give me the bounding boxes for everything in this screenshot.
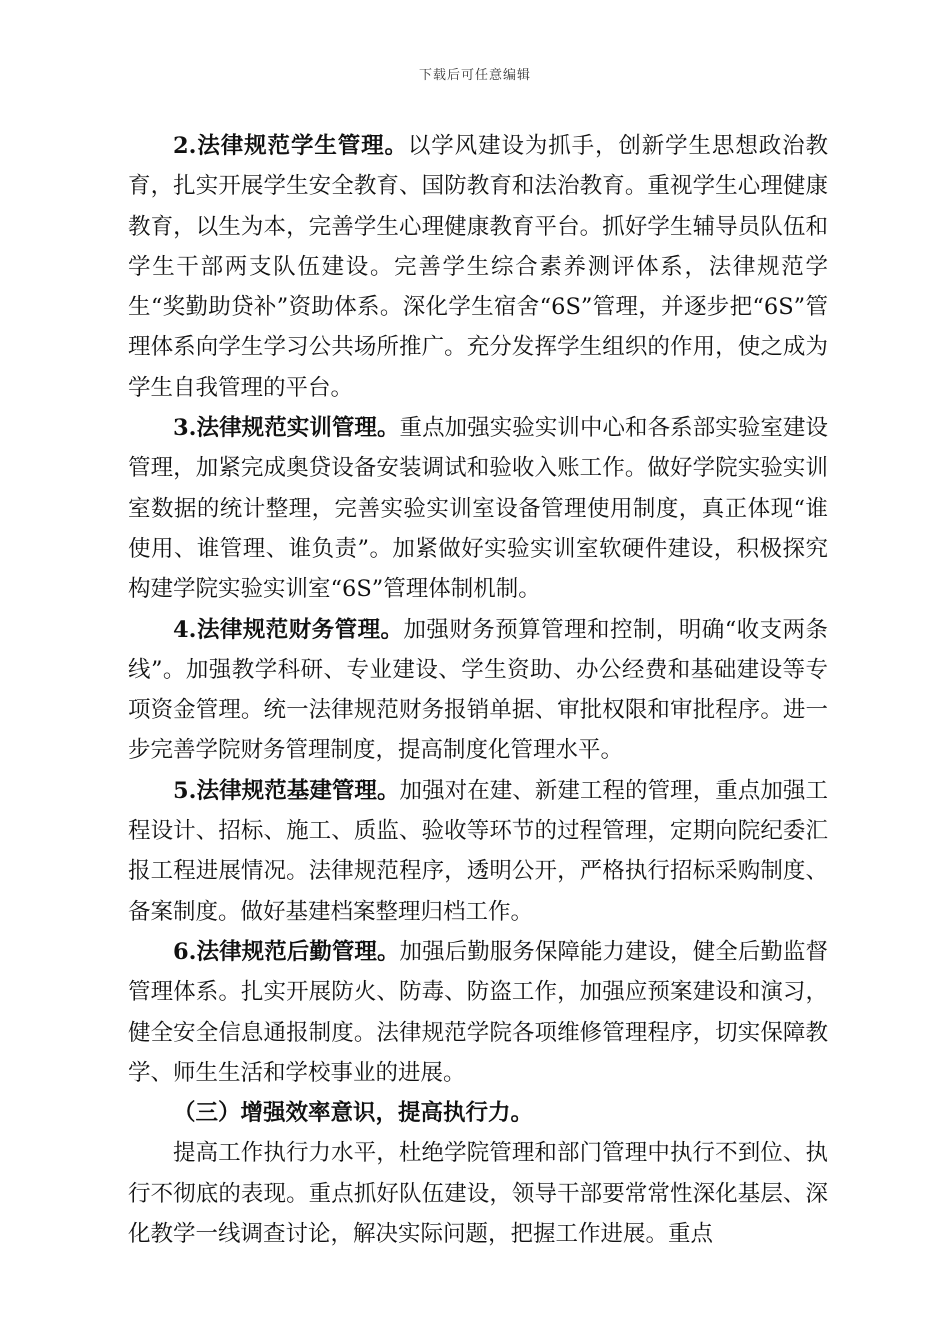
- paragraph-text: 加强后勤服务保障能力建设，健全后勤监督管理体系。扎实开展防火、防毒、防盗工作，加强应预案建设和演习，健全安全信息通报制度。法律规范学院各项维修管理程序，切实保障教学、师生生活和学校事业的进展。: [128, 938, 828, 1086]
- paragraph-title: 法律规范学生管理。: [196, 133, 408, 159]
- document-body: [128, 126, 828, 1254]
- paragraph-logistics-management: [128, 932, 828, 1093]
- paragraph-text: 加强财务预算管理和控制，明确“收支两条线”。加强教学科研、专业建设、学生资助、办公经费和基础建设等专项资金管理。统一法律规范财务报销单据、审批权限和审批程序。进一步完善学院财务管理制度，提高制度化管理水平。: [128, 616, 828, 764]
- paragraph-title: 法律规范后勤管理。: [196, 938, 400, 965]
- paragraph-student-management: [128, 126, 828, 408]
- paragraph-number: 5.: [173, 777, 197, 804]
- paragraph-title: 法律规范基建管理。: [196, 777, 400, 804]
- paragraph-text: 重点加强实验实训中心和各系部实验室建设管理，加紧完成奥贷设备安装调试和验收入账工作。做好学院实验实训室数据的统计整理，完善实验实训室设备管理使用制度，真正体现“谁使用、谁管理、谁负责”。加紧做好实验实训室软硬件建设，积极探究构建学院实验实训室“6S”管理体制机制。: [128, 415, 828, 603]
- section-paragraph: 提高工作执行力水平，杜绝学院管理和部门管理中执行不到位、执行不彻底的表现。重点抓好队伍建设，领导干部要常常性深化基层、深化教学一线调查讨论，解决实际问题，把握工作进展。重点: [128, 1140, 828, 1248]
- page-header: 下载后可任意编辑: [418, 68, 531, 83]
- paragraph-number: 2.: [173, 133, 197, 159]
- paragraph-finance-management: [128, 610, 828, 771]
- paragraph-number: 6.: [173, 938, 197, 965]
- paragraph-text: 以学风建设为抓手，创新学生思想政治教育，扎实开展学生安全教育、国防教育和法治教育。重视学生心理健康教育，以生为本，完善学生心理健康教育平台。抓好学生辅导员队伍和学生干部两支队伍建设。完善学生综合素养测评体系，法律规范学生“奖勤助贷补”资助体系。深化学生宿舍“6S”管理，并逐步把“6S”管理体系向学生学习公共场所推广。充分发挥学生组织的作用，使之成为学生自我管理的平台。: [128, 133, 828, 401]
- paragraph-construction-management: [128, 771, 828, 932]
- paragraph-text: 加强对在建、新建工程的管理，重点加强工程设计、招标、施工、质监、验收等环节的过程管理，定期向院纪委汇报工程进展情况。法律规范程序，透明公开，严格执行招标采购制度、备案制度。做好基建档案整理归档工作。: [128, 777, 828, 925]
- section-heading: （三）增强效率意识，提高执行力。: [173, 1100, 534, 1127]
- paragraph-number: 3.: [173, 415, 197, 442]
- paragraph-title: 法律规范财务管理。: [196, 616, 404, 643]
- paragraph-title: 法律规范实训管理。: [196, 415, 400, 442]
- paragraph-training-management: [128, 408, 828, 609]
- paragraph-number: 4.: [173, 616, 197, 643]
